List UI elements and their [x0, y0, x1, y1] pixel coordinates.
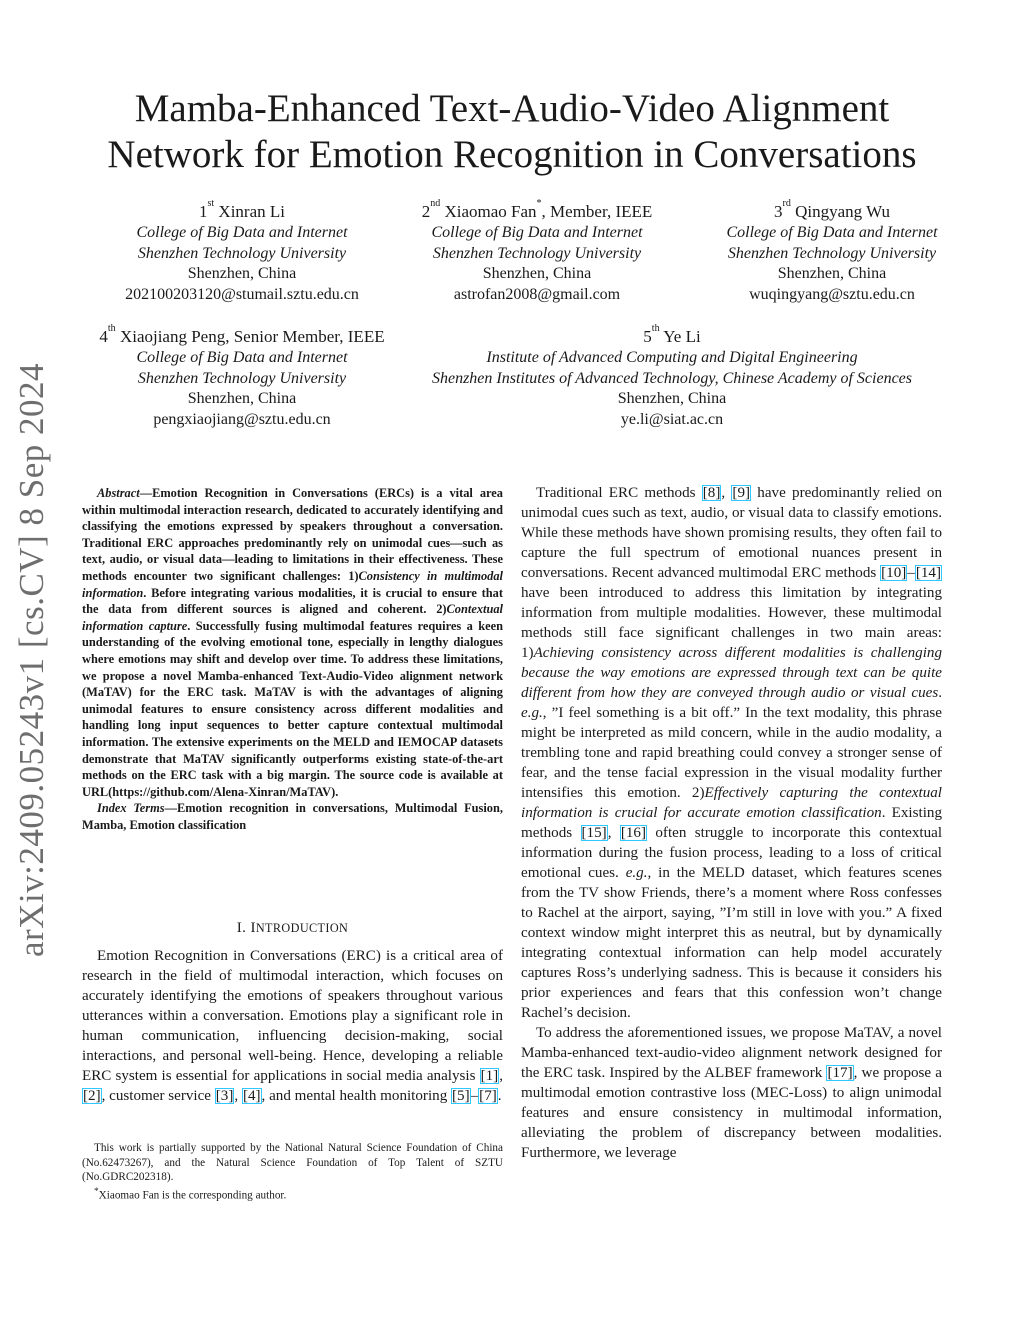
citation-1[interactable]: [1] [480, 1068, 499, 1084]
author-2: 2nd Xiaomao Fan*, Member, IEEE College of Big Data and Internet Shenzhen Technology University Shenzhen, China astrofan2008@gmail.com [392, 201, 682, 306]
author-3-email: wuqingyang@sztu.edu.cn [749, 286, 915, 304]
author-1-affiliation: College of Big Data and Internet [136, 224, 348, 241]
citation-17[interactable]: [17] [827, 1065, 853, 1081]
abstract [82, 485, 503, 833]
author-5: 5th Ye Li Institute of Advanced Computing and Digital Engineering Shenzhen Institutes of Advanced Technology, Chinese Academy of Sciences Shenzhen, China ye.li@siat.ac.cn [412, 326, 932, 431]
author-3-name: Qingyang Wu [790, 202, 890, 221]
arxiv-identifier: arXiv:2409.05243v1 [cs.CV] 8 Sep 2024 [12, 362, 51, 958]
paper-title [60, 86, 964, 178]
author-5-affiliation: Institute of Advanced Computing and Digital Engineering [486, 349, 858, 366]
citation-7[interactable]: [7] [479, 1088, 497, 1104]
corresponding-author-note: *Xiaomao Fan is the corresponding author. [94, 1186, 287, 1202]
right-paragraph-1: Traditional ERC methods [8], [9] have predominantly relied on unimodal cues such as text, audio, or visual data to classify emotions. While these methods have shown promising results, they often fail to capture the full spectrum of emotional nuances present in conversations. Recent advanced multimodal ERC methods [10]–[14] have been introduced to address this limitation by integrating information from multiple modalities. However, these multimodal methods still face significant challenges in two main areas: 1)Achieving consistency across different modalities is challenging because the way emotions are expressed through text can be quite different from how they are conveyed through audio or visual cues. e.g., ”I feel something is a bit off.” In the text modality, this phrase might be interpreted as mild concern, while in the audio modality, a trembling tone and rapid breathing could convey a stronger sense of fear, and the tense facial expression in the visual modality further intensifies this emotion. 2)Effectively capturing the contextual information is crucial for accurate emotion classification. Existing methods [15], [16] often struggle to incorporate this contextual information during the fusion process, leading to a loss of critical emotional cues. e.g., in the MELD dataset, which features scenes from the TV show Friends, there’s a moment where Ross confesses to Rachel at the airport, saying, ”I’m still in love with you.” A fixed context window might interpret this as neutral, but by dynamically integrating contextual information can help model accurately captures Ross’s underlying sadness. This is because it considers his prior experiences and fears that this confession won’t change Rachel’s decision. [521, 485, 943, 1021]
right-paragraph-2: To address the aforementioned issues, we propose MaTAV, a novel Mamba-enhanced text-audio-video alignment network designed for the ERC task. Inspired by the ALBEF framework [17], we propose a multimodal emotion contrastive loss (MEC-Loss) to align unimodal features and ensure consistency in multimodal information, alleviating the problem of discrepancy between modalities. Furthermore, we leverage [521, 1025, 942, 1161]
title-line-1: Mamba-Enhanced Text-Audio-Video Alignment [134, 87, 890, 130]
author-2-city: Shenzhen, China [482, 265, 592, 283]
author-5-city: Shenzhen, China [617, 390, 727, 408]
citation-4[interactable]: [4] [242, 1088, 261, 1104]
author-1-name: Xinran Li [214, 202, 285, 221]
title-line-2: Network for Emotion Recognition in Conversations [107, 133, 917, 176]
citation-5[interactable]: [5] [452, 1088, 470, 1104]
author-4-university: Shenzhen Technology University [137, 369, 347, 387]
arxiv-sidebar [2, 362, 62, 958]
author-4-city: Shenzhen, China [187, 390, 297, 408]
author-4-name: Xiaojiang Peng, Senior Member, IEEE [115, 327, 385, 346]
author-5-name: Ye Li [659, 327, 701, 346]
footnote [82, 1141, 503, 1203]
citation-15[interactable]: [15] [581, 825, 607, 841]
intro-paragraph: Emotion Recognition in Conversations (ERC) is a critical area of research in the field of multimodal interaction, which focuses on accurately identifying the emotions of speakers throughout various utterances within a conversation. Emotions play a significant role in human communication, influencing decision-making, social interactions, and personal well-being. Hence, developing a reliable ERC system is essential for applications in social media analysis [1], [2], customer service [3], [4], and mental health monitoring [5]–[7]. [82, 948, 503, 1104]
citation-14[interactable]: [14] [915, 565, 941, 581]
author-3-city: Shenzhen, China [777, 265, 887, 283]
citation-3[interactable]: [3] [215, 1088, 234, 1104]
author-2-university: Shenzhen Technology University [432, 244, 642, 262]
author-5-university: Shenzhen Institutes of Advanced Technology, Chinese Academy of Sciences [431, 369, 913, 387]
author-5-email: ye.li@siat.ac.cn [620, 411, 724, 429]
index-terms: Index Terms—Emotion recognition in conversations, Multimodal Fusion, Mamba, Emotion classification [82, 801, 503, 832]
abstract-paragraph: Abstract—Emotion Recognition in Conversations (ERCs) is a vital area within multimodal interaction research, dedicated to accurately identifying and classifying the emotions expressed by speakers throughout a conversation. Traditional ERC approaches predominantly rely on unimodal cues—such as text, audio, or visual data—leading to limitations in their effectiveness. These methods encounter two significant challenges: 1)Consistency in multimodal information. Before integrating various modalities, it is crucial to ensure that the data from different sources is aligned and coherent. 2)Contextual information capture. Successfully fusing multimodal features requires a keen understanding of the evolving emotional tone, especially in lengthy dialogues where emotions may shift and develop over time. To address these limitations, we propose a novel Mamba-enhanced Text-Audio-Video alignment network (MaTAV) for the ERC task. MaTAV is with the advantages of aligning unimodal features to ensure consistency across different modalities and handling long input sequences to better capture contextual multimodal information. The extensive experiments on the MELD and IEMOCAP datasets demonstrate that MaTAV significantly outperforms existing state-of-the-art methods on the ERC task with a big margin. The source code is available at URL(https://github.com/Alena-Xinran/MaTAV). [82, 486, 503, 799]
introduction-column [82, 946, 503, 1106]
author-2-email: astrofan2008@gmail.com [453, 286, 621, 304]
citation-2[interactable]: [2] [83, 1088, 101, 1104]
author-3: 3rd Qingyang Wu College of Big Data and Internet Shenzhen Technology University Shenzhen, China wuqingyang@sztu.edu.cn [692, 201, 972, 306]
author-3-affiliation: College of Big Data and Internet [726, 224, 938, 241]
citation-8[interactable]: [8] [702, 485, 721, 501]
author-4-email: pengxiaojiang@sztu.edu.cn [153, 411, 331, 429]
author-1: 1st Xinran Li College of Big Data and Internet Shenzhen Technology University Shenzhen, China 202100203120@stumail.sztu.edu.cn [102, 201, 382, 306]
citation-16[interactable]: [16] [620, 825, 646, 841]
author-2-name: Xiaomao Fan [440, 202, 537, 221]
author-4: 4th Xiaojiang Peng, Senior Member, IEEE College of Big Data and Internet Shenzhen Technology University Shenzhen, China pengxiaojiang@sztu.edu.cn [72, 326, 412, 431]
author-1-city: Shenzhen, China [187, 265, 297, 283]
funding-note: This work is partially supported by the National Natural Science Foundation of China (No.62473267), and the Natural Science Foundation of Top Talent of SZTU (No.GDRC202318). [82, 1142, 503, 1184]
author-4-affiliation: College of Big Data and Internet [136, 349, 348, 366]
author-3-university: Shenzhen Technology University [727, 244, 937, 262]
citation-10[interactable]: [10] [881, 565, 907, 581]
section-heading-introduction: I. INTRODUCTION [236, 920, 349, 936]
author-1-university: Shenzhen Technology University [137, 244, 347, 262]
right-column [521, 483, 942, 1163]
citation-9[interactable]: [9] [732, 485, 751, 501]
author-1-email: 202100203120@stumail.sztu.edu.cn [125, 286, 359, 304]
author-2-affiliation: College of Big Data and Internet [431, 224, 643, 241]
